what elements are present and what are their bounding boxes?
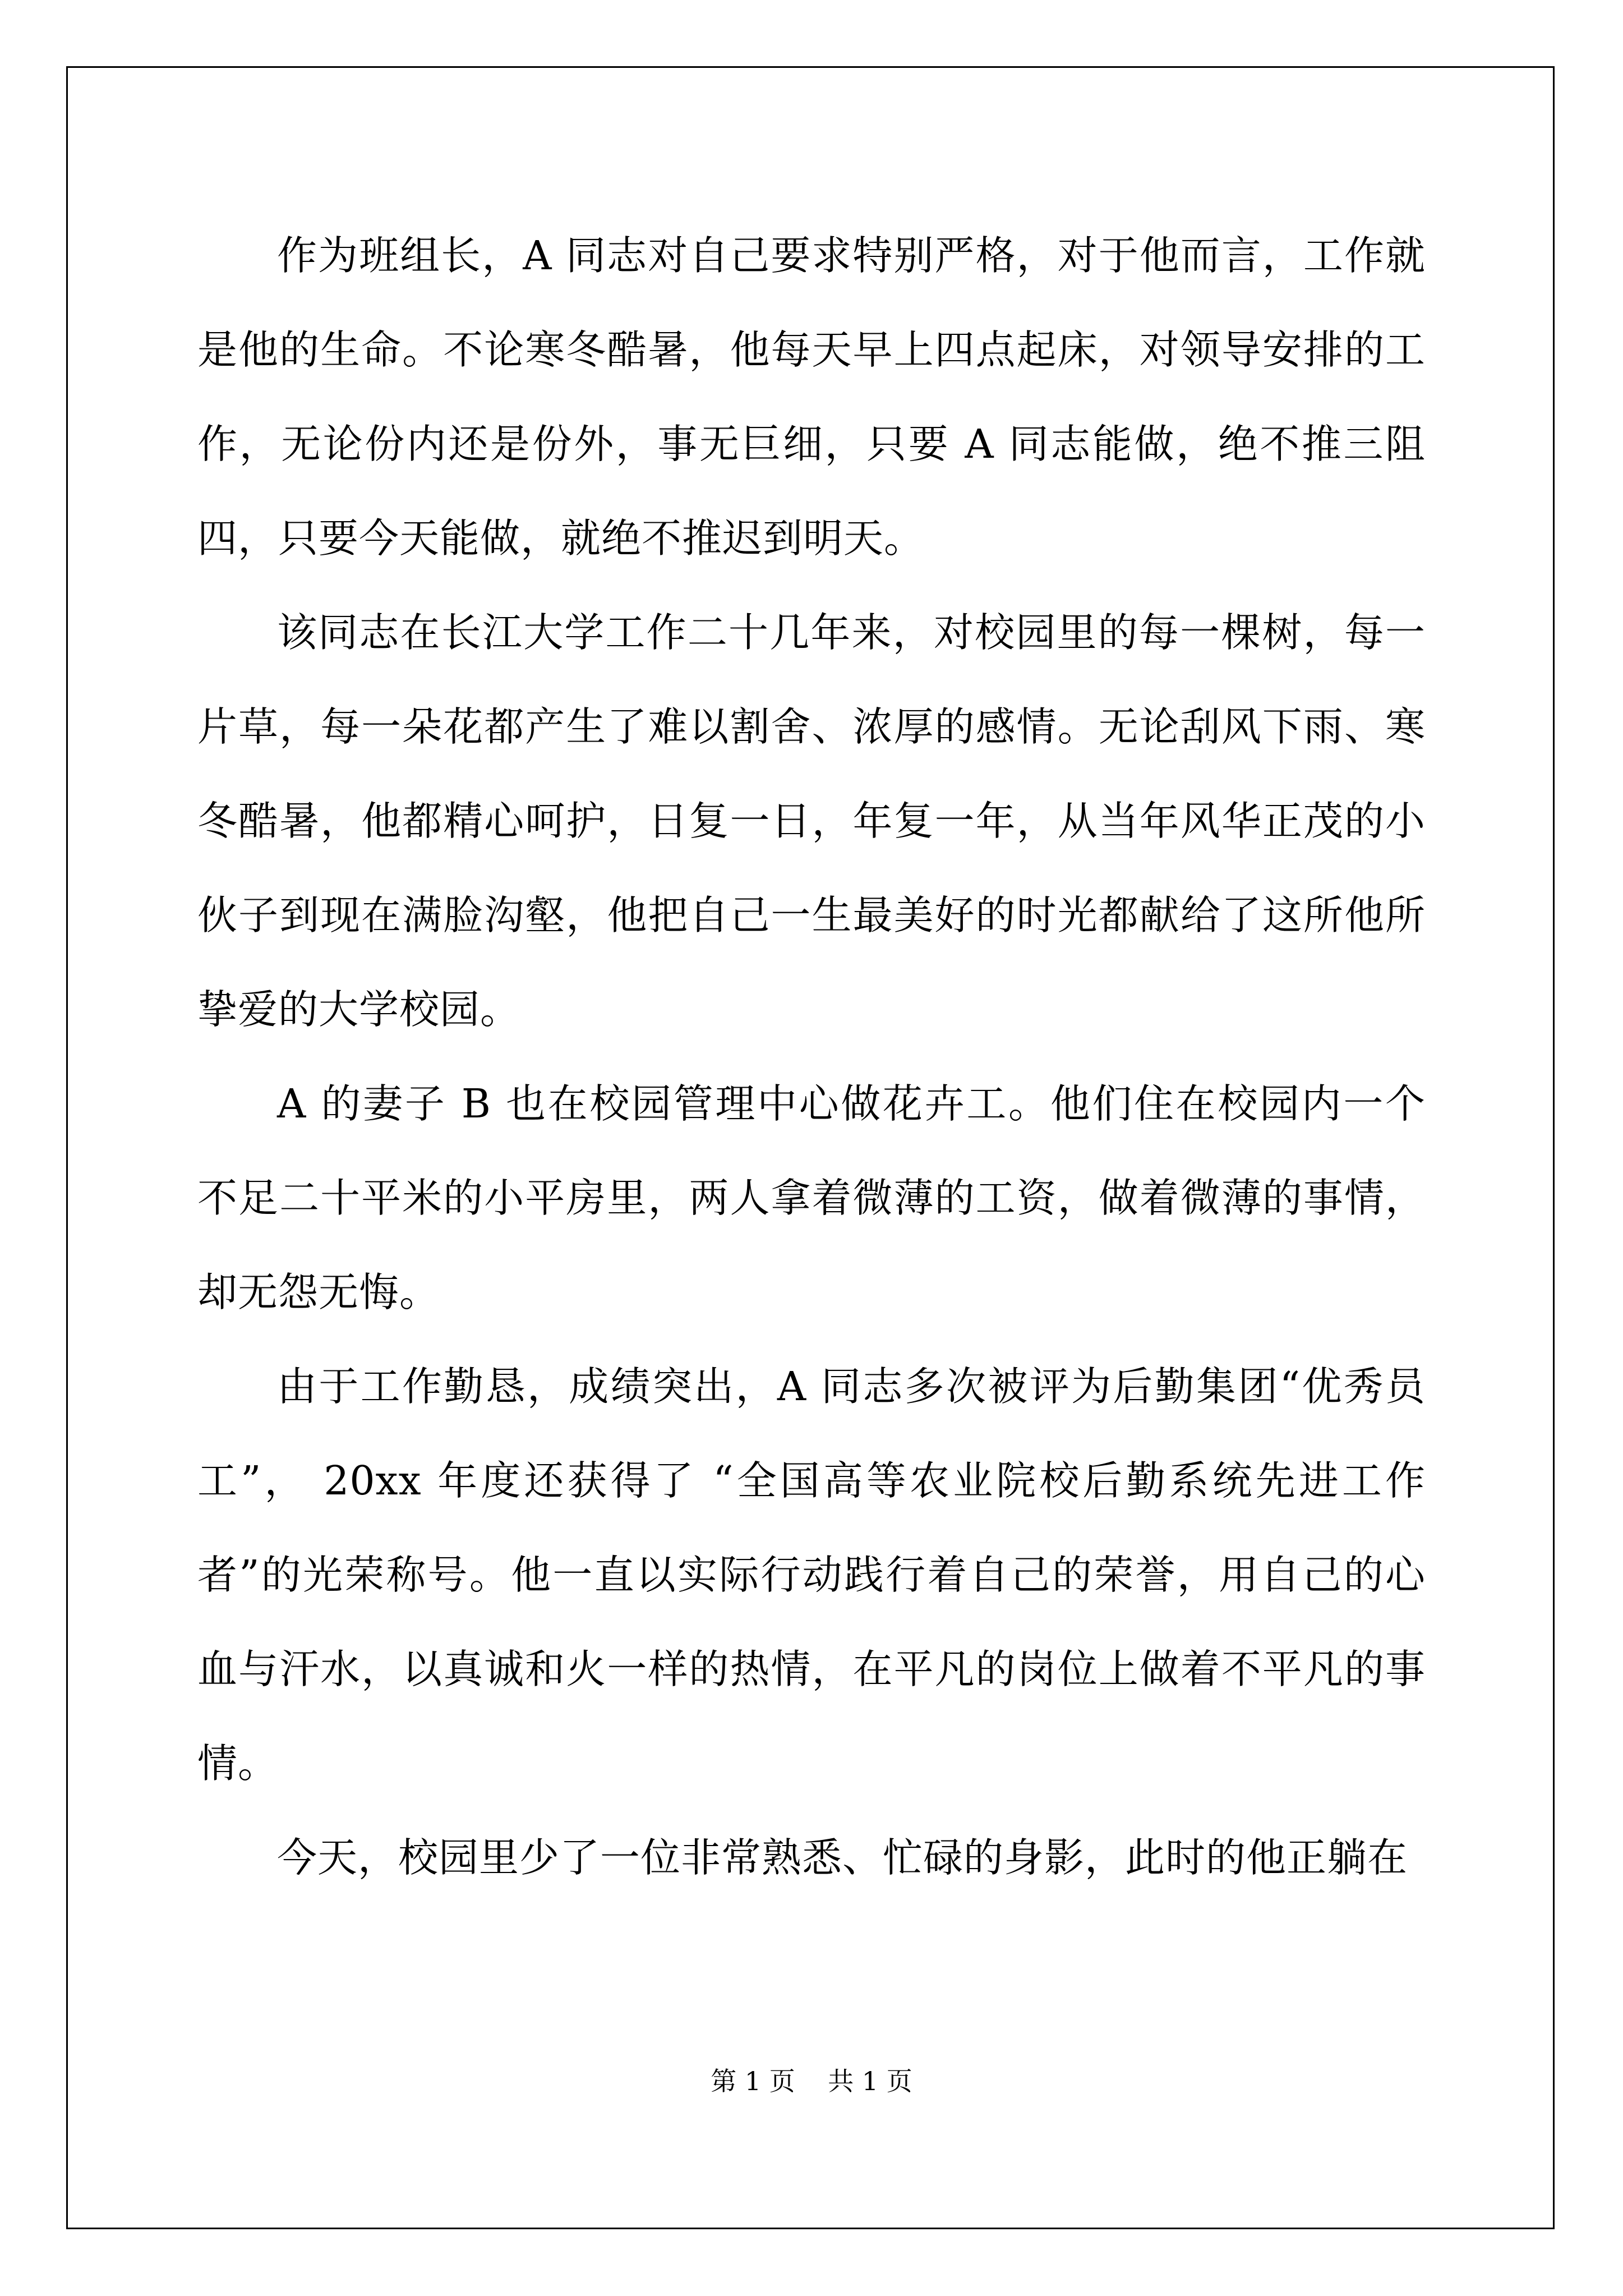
paragraph-1: 作为班组长，A 同志对自己要求特别严格，对于他而言，工作就是他的生命。不论寒冬酷暑，他每天早上四点起床，对领导安排的工作，无论份内还是份外，事无巨细，只要 A 同志能做，绝不推三阻四，只要今天能做，就绝不推迟到明天。	[197, 232, 1426, 562]
paragraph-5: 今天，校园里少了一位非常熟悉、忙碌的身影，此时的他正躺在	[277, 1834, 1408, 1881]
paragraph-4: 由于工作勤恳，成绩突出，A 同志多次被评为后勤集团“优秀员工”， 20xx 年度还获得了 “全国高等农业院校后勤系统先进工作者”的光荣称号。他一直以实际行动践行着自己的荣誉，用自己的心血与汗水，以真诚和火一样的热情，在平凡的岗位上做着不平凡的事情。	[197, 1363, 1426, 1787]
paragraph-2: 该同志在长江大学工作二十几年来，对校园里的每一棵树，每一片草，每一朵花都产生了难以割舍、浓厚的感情。无论刮风下雨、寒冬酷暑，他都精心呵护，日复一日，年复一年，从当年风华正茂的小伙子到现在满脸沟壑，他把自己一生最美好的时光都献给了这所他所挚爱的大学校园。	[197, 609, 1426, 1033]
page-number-footer: 第 1 页 共 1 页	[711, 2066, 912, 2096]
document-body	[197, 209, 1426, 1905]
paragraph-3: A 的妻子 B 也在校园管理中心做花卉工。他们住在校园内一个不足二十平米的小平房里，两人拿着微薄的工资，做着微薄的事情，却无怨无悔。	[197, 1080, 1426, 1315]
